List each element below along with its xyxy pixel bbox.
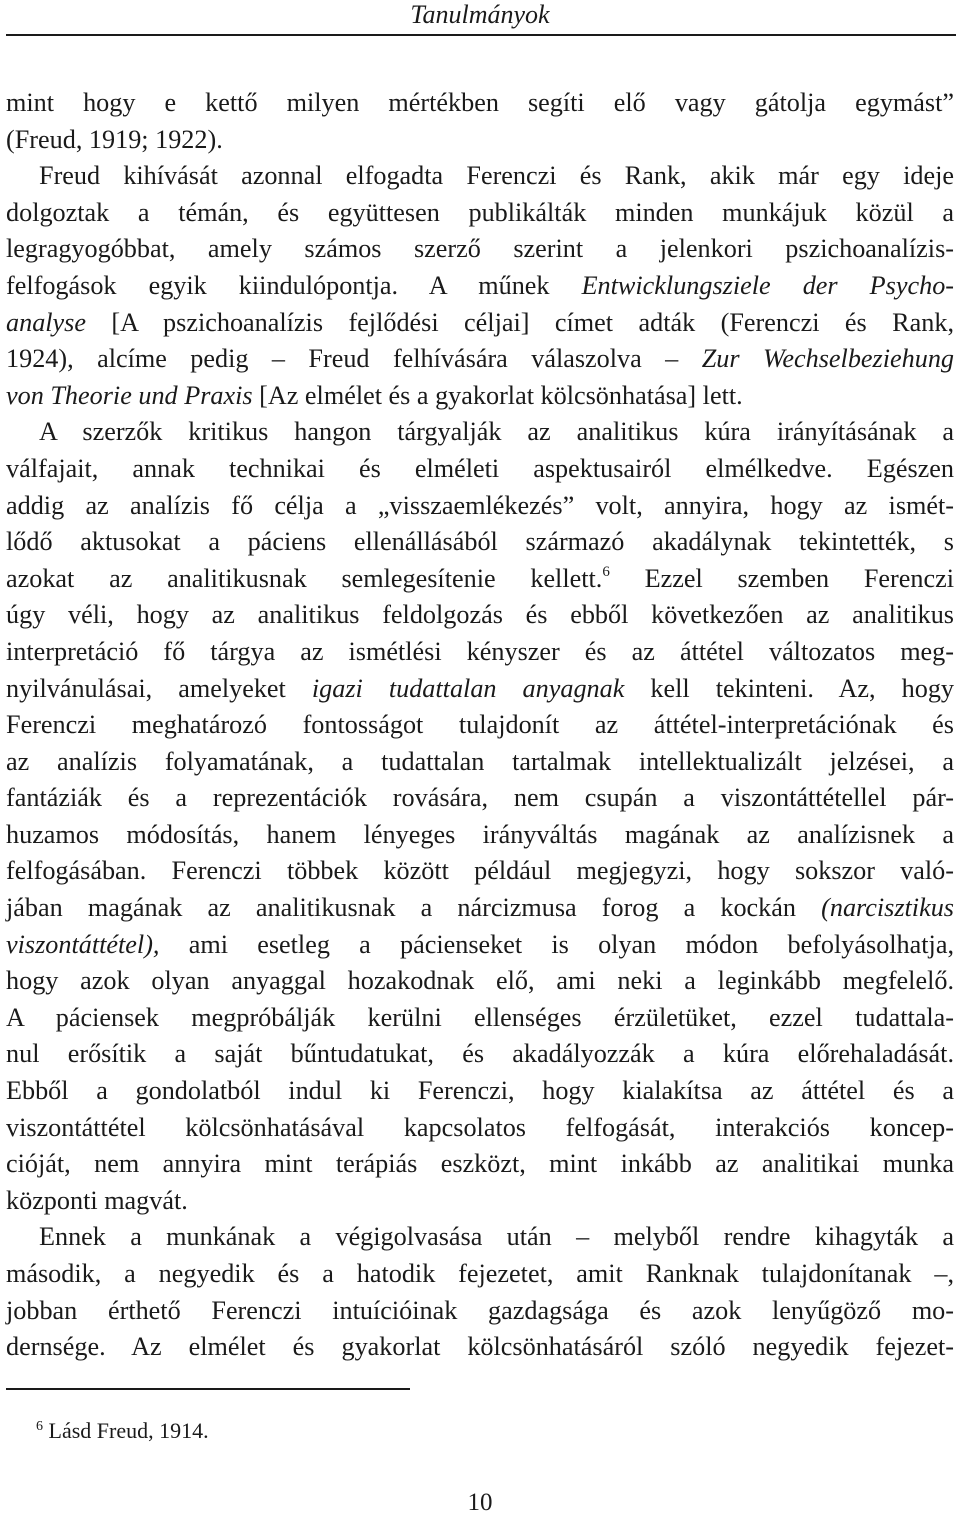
text-segment: (Freud, 1919; 1922). (6, 124, 223, 154)
text-segment: lődő aktusokat a páciens ellenállásából származó akadálynak tekintették, s (6, 527, 954, 557)
text-line (6, 853, 954, 890)
text-line (6, 195, 954, 232)
text-line (6, 524, 954, 561)
text-segment: Ennek a munkának a végigolvasása után – melyből rendre kihagyták a (39, 1222, 954, 1252)
text-segment: Ferenczi meghatározó fontosságot tulajdonít az áttétel-interpretációnak és (6, 710, 954, 740)
text-line (6, 1256, 954, 1293)
footnote-reference: 6 (602, 563, 610, 580)
text-segment: úgy véli, hogy az analitikus feldolgozás és ebből következően az analitikus (6, 600, 954, 630)
text-segment: azokat az analitikusnak semlegesítenie kellett. (6, 563, 603, 593)
italic-text: (narcisztikus (821, 893, 954, 923)
text-line (6, 1219, 954, 1256)
text-segment: az analízis folyamatának, a tudattalan tartalmak intellektualizált jelzései, a (6, 746, 954, 776)
text-segment: Freud kihívását azonnal elfogadta Ferenczi és Rank, akik már egy ideje (39, 161, 954, 191)
text-line (6, 927, 954, 964)
text-line (6, 1329, 954, 1366)
text-line (6, 597, 954, 634)
page-number: 10 (467, 1489, 493, 1516)
text-line (6, 1036, 954, 1073)
footnote (36, 1417, 209, 1445)
text-line (6, 414, 954, 451)
text-segment: legragyogóbbat, amely számos szerző szerint a jelenkori pszichoanalízis- (6, 234, 954, 264)
text-segment: jobban érthető Ferenczi intuícióinak gazdagsága és azok lenyűgöző mo- (6, 1295, 954, 1325)
text-segment: dernsége. Az elmélet és gyakorlat kölcsönhatásáról szóló negyedik fejezet- (6, 1332, 954, 1362)
text-segment: Ezzel szemben Ferenczi (609, 563, 954, 593)
text-segment: viszontáttétel kölcsönhatásával kapcsolatos felfogását, interakciós koncep- (6, 1112, 954, 1142)
italic-text: analyse (6, 307, 86, 337)
text-line (6, 707, 954, 744)
text-line (6, 817, 954, 854)
text-segment: A szerzők kritikus hangon tárgyalják az analitikus kúra irányításának a (39, 417, 954, 447)
text-line (6, 1146, 954, 1183)
italic-text: igazi tudattalan anyagnak (311, 673, 625, 703)
main-text (6, 85, 954, 1366)
text-line (6, 780, 954, 817)
text-segment: második, a negyedik és a hatodik fejezetet, amit Ranknak tulajdonítanak –, (6, 1259, 954, 1288)
text-line (6, 1110, 954, 1147)
text-line (6, 634, 954, 671)
text-line (6, 561, 954, 598)
text-segment: fantáziák és a reprezentációk rovására, nem csupán a viszontáttétellel pár- (6, 783, 954, 813)
text-segment: kell tekinteni. Az, hogy (624, 673, 955, 703)
text-segment: nyilvánulásai, amelyeket (6, 673, 312, 703)
text-segment: A páciensek megpróbálják kerülni ellenséges érzületüket, ezzel tudattala- (6, 1002, 954, 1032)
text-segment: [Az elmélet és a gyakorlat kölcsönhatása] lett. (252, 380, 743, 410)
text-segment: válfajait, annak technikai és elméleti aspektusairól elmélkedve. Egészen (6, 453, 954, 483)
text-line (6, 122, 954, 159)
text-segment: mint hogy e kettő milyen mértékben segíti elő vagy gátolja egymást” (6, 88, 954, 117)
text-line (6, 268, 954, 305)
section-title: Tanulmányok (410, 0, 550, 29)
text-line (6, 378, 954, 415)
footnote-divider (6, 1388, 410, 1390)
header-divider (6, 34, 956, 36)
footnote-text: Lásd Freud, 1914. (43, 1418, 209, 1443)
text-segment: felfogásában. Ferenczi többek között például megjegyzi, hogy sokszor való- (6, 856, 954, 886)
text-line (6, 744, 954, 781)
italic-text: von Theorie und Praxis (6, 380, 253, 410)
text-segment: cióját, nem annyira mint terápiás eszközt, mint inkább az analitikai munka (6, 1149, 954, 1179)
text-line (6, 1183, 954, 1220)
text-segment: addig az analízis fő célja a „visszaemlékezés” volt, annyira, hogy az ismét- (6, 490, 954, 520)
text-segment: jában magának az analitikusnak a nárcizmusa forog a kockán (6, 893, 822, 923)
footnote-number: 6 (36, 1419, 43, 1434)
text-segment: dolgoztak a témán, és együttesen publikálták minden munkájuk közül a (6, 197, 954, 227)
text-line (6, 1293, 954, 1330)
text-line (6, 305, 954, 342)
italic-text: Zur Wechselbeziehung (701, 344, 955, 374)
italic-text: viszontáttétel), (6, 929, 160, 959)
text-line (6, 671, 954, 708)
text-segment: huzamos módosítás, hanem lényeges irányváltás magának az analízisnek a (6, 819, 954, 849)
text-line (6, 85, 954, 122)
text-segment: nul erősítik a saját bűntudatukat, és akadályozzák a kúra előrehaladását. (6, 1039, 954, 1069)
text-line (6, 1000, 954, 1037)
text-segment: központi magvát. (6, 1185, 188, 1215)
running-header (0, 0, 960, 35)
text-line (6, 158, 954, 195)
text-segment: [A pszichoanalízis fejlődési céljai] címet adták (Ferenczi és Rank, (86, 307, 954, 337)
text-line (6, 451, 954, 488)
text-line (6, 1073, 954, 1110)
text-segment: ami esetleg a pácienseket is olyan módon befolyásolhatja, (159, 929, 954, 959)
text-segment: 1924), alcíme pedig – Freud felhívására válaszolva – (6, 344, 702, 374)
text-line (6, 488, 954, 525)
text-segment: hogy azok olyan anyaggal hozakodnak elő, ami neki a leginkább megfelelő. (6, 966, 954, 996)
text-segment: Ebből a gondolatból indul ki Ferenczi, hogy kialakítsa az áttétel és a (6, 1076, 954, 1106)
text-line (6, 341, 954, 378)
text-segment: interpretáció fő tárgya az ismétlési kényszer és az áttétel változatos meg- (6, 636, 954, 666)
text-line (6, 963, 954, 1000)
text-line (6, 890, 954, 927)
text-line (6, 231, 954, 268)
italic-text: Entwicklungsziele der Psycho- (581, 270, 955, 300)
text-segment: felfogások egyik kiindulópontja. A műnek (6, 270, 582, 300)
